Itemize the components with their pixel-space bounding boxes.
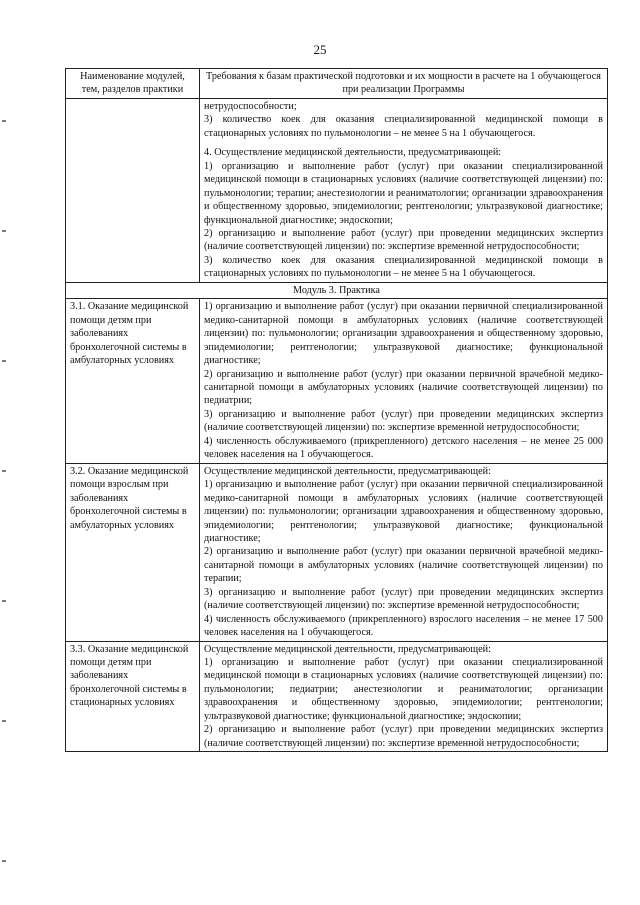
paragraph: 4. Осуществление медицинской деятельности, предусматривающей: [204, 147, 502, 159]
table-row [66, 641, 608, 752]
paragraph: Осуществление медицинской деятельности, предусматривающей: [204, 465, 491, 477]
paragraph: 1) организацию и выполнение работ (услуг) при оказании специализированной медицинской помощи в стационарных условиях (наличие соответствующей лицензии) по: пульмонологии; педиатрии; анестезиологии и реаниматологии; организации здравоохранения и общественному здоровью, эпидемиологии; рентгенологии; ультразвуковой диагностике; функциональной диагностике; эндоскопии; [204, 657, 603, 722]
row-requirements-cell [200, 299, 608, 463]
paragraph: 2) организацию и выполнение работ (услуг) при оказании первичной врачебной медико-санитарной помощи в амбулаторных условиях (наличие соответствующей лицензии) по терапии; [204, 546, 603, 585]
header-requirements: Требования к базам практической подготовки и их мощности в расчете на 1 обучающегося при реализации Программы [200, 69, 608, 99]
paragraph: 1) организацию и выполнение работ (услуг) при оказании специализированной медицинской помощи в стационарных условиях (наличие соответствующей лицензии) по: пульмонологии; терапии; анестезиологии и реаниматологии; организации здравоохранения и общественному здоровью, эпидемиологии; рентгенологии; ультразвуковой диагностике; функциональной диагностике; эндоскопии; [204, 160, 603, 226]
table-row [66, 463, 608, 641]
scan-binding-marks [0, 0, 12, 905]
paragraph: 2) организацию и выполнение работ (услуг) при проведении медицинских экспертиз (наличие соответствующей лицензии) по: экспертизе временной нетрудоспособности; [204, 227, 603, 253]
paragraph: 4) численность обслуживаемого (прикрепленного) детского населения – не менее 25 000 человек населения на 1 обучающегося. [204, 435, 603, 461]
paragraph: 3) количество коек для оказания специализированной медицинской помощи в стационарных условиях по пульмонологии – не менее 5 на 1 обучающегося. [204, 254, 603, 280]
header-modules: Наименование модулей, тем, разделов практики [66, 69, 200, 99]
row-requirements-cell [200, 641, 608, 752]
paragraph: нетрудоспособности; [204, 100, 297, 112]
row-requirements-cell [200, 463, 608, 641]
paragraph: 1) организацию и выполнение работ (услуг) при оказании первичной специализированной медико-санитарной помощи в амбулаторных условиях (наличие соответствующей лицензии) по: пульмонологии; организации здравоохранения и общественному здоровью, эпидемиологии; рентгенологии; ультразвуковой диагностике; функциональной диагностике; [204, 301, 603, 367]
requirements-table [65, 68, 608, 752]
section-3-1-title: 3.1. Оказание медицинской помощи детям при заболеваниях бронхолегочной системы в амбулаторных условиях [66, 299, 200, 463]
section-3-2-title: 3.2. Оказание медицинской помощи взрослым при заболеваниях бронхолегочной системы в амбулаторных условиях [66, 463, 200, 641]
page-number: 25 [313, 42, 327, 57]
paragraph: 3) количество коек для оказания специализированной медицинской помощи в стационарных условиях по пульмонологии – не менее 5 на 1 обучающегося. [204, 114, 603, 139]
paragraph: 2) организацию и выполнение работ (услуг) при проведении медицинских экспертиз (наличие соответствующей лицензии) по: экспертизе временной нетрудоспособности; [204, 724, 603, 749]
table-row [66, 98, 608, 282]
table-header-row [66, 69, 608, 99]
paragraph: 1) организацию и выполнение работ (услуг) при оказании первичной специализированной медико-санитарной помощи в амбулаторных условиях (наличие соответствующей лицензии) по: пульмонологии; организации здравоохранения и общественному здоровью, эпидемиологии; рентгенологии; ультразвуковой диагностике; функциональной диагностике; [204, 479, 603, 544]
table-row [66, 299, 608, 463]
paragraph: Осуществление медицинской деятельности, предусматривающей: [204, 643, 491, 655]
section-3-3-title: 3.3. Оказание медицинской помощи детям при заболеваниях бронхолегочной системы в стационарных условиях [66, 641, 200, 752]
paragraph: 3) организацию и выполнение работ (услуг) при проведении медицинских экспертиз (наличие соответствующей лицензии) по: экспертизе временной нетрудоспособности; [204, 586, 603, 612]
module-row [66, 282, 608, 298]
paragraph: 3) организацию и выполнение работ (услуг) при проведении медицинских экспертиз (наличие соответствующей лицензии) по: экспертизе временной нетрудоспособности; [204, 408, 603, 434]
module-title: Модуль 3. Практика [66, 282, 608, 298]
paragraph: 4) численность обслуживаемого (прикрепленного) взрослого населения – не менее 17 500 человек населения на 1 обучающегося. [204, 613, 603, 639]
row-left-cell [66, 98, 200, 282]
row-requirements-cell [200, 98, 608, 282]
paragraph: 2) организацию и выполнение работ (услуг) при оказании первичной врачебной медико-санитарной помощи в амбулаторных условиях (наличие соответствующей лицензии) по педиатрии; [204, 368, 603, 407]
